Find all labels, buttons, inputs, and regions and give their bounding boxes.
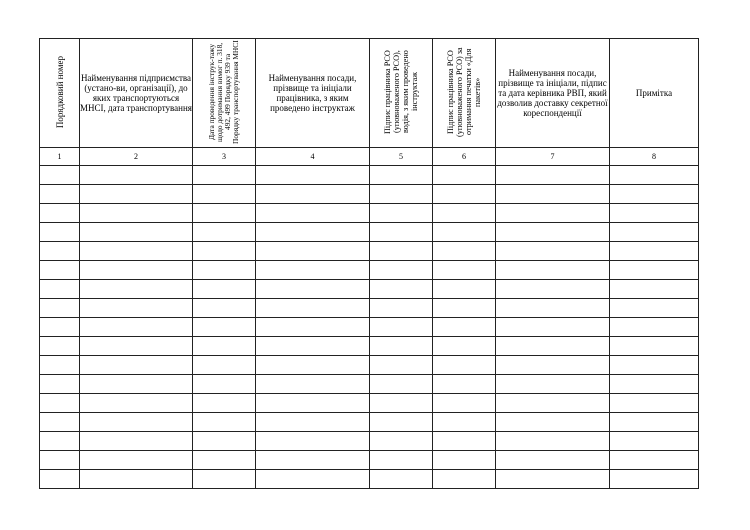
column-number: 2 bbox=[80, 148, 193, 166]
table-cell bbox=[433, 451, 496, 470]
table-row bbox=[40, 470, 699, 489]
table-cell bbox=[80, 413, 193, 432]
table-cell bbox=[433, 204, 496, 223]
table-cell bbox=[256, 242, 370, 261]
table-cell bbox=[370, 451, 433, 470]
table-cell bbox=[40, 185, 80, 204]
column-number: 6 bbox=[433, 148, 496, 166]
table-cell bbox=[496, 280, 610, 299]
table-cell bbox=[256, 432, 370, 451]
table-cell bbox=[80, 242, 193, 261]
header-cell-briefing-date bbox=[193, 39, 256, 148]
table-cell bbox=[193, 451, 256, 470]
table-cell bbox=[256, 337, 370, 356]
column-number: 8 bbox=[610, 148, 699, 166]
table-cell bbox=[370, 356, 433, 375]
table-cell bbox=[193, 337, 256, 356]
table-cell bbox=[433, 280, 496, 299]
header-cell-driver-signature bbox=[370, 39, 433, 148]
table-cell bbox=[80, 356, 193, 375]
header-cell-note bbox=[610, 39, 699, 148]
table-cell bbox=[433, 166, 496, 185]
table-cell bbox=[370, 470, 433, 489]
table-cell bbox=[610, 261, 699, 280]
table-cell bbox=[433, 242, 496, 261]
header-label: Найменування підприємства (устано-ви, організації), до яких транспортуються МНСІ, дата транспортування bbox=[80, 73, 192, 113]
table-cell bbox=[193, 413, 256, 432]
table-cell bbox=[610, 413, 699, 432]
table-cell bbox=[80, 280, 193, 299]
table-row bbox=[40, 166, 699, 185]
table-cell bbox=[496, 451, 610, 470]
table-cell bbox=[80, 318, 193, 337]
table-cell bbox=[80, 432, 193, 451]
table-cell bbox=[256, 223, 370, 242]
table-cell bbox=[80, 299, 193, 318]
table-cell bbox=[256, 394, 370, 413]
table-row bbox=[40, 280, 699, 299]
column-number: 1 bbox=[40, 148, 80, 166]
table-row bbox=[40, 413, 699, 432]
table-cell bbox=[40, 166, 80, 185]
table-cell bbox=[80, 394, 193, 413]
table-cell bbox=[433, 394, 496, 413]
column-number: 4 bbox=[256, 148, 370, 166]
table-cell bbox=[80, 375, 193, 394]
header-label: Примітка bbox=[635, 88, 673, 98]
table-cell bbox=[496, 470, 610, 489]
table-cell bbox=[433, 185, 496, 204]
table-cell bbox=[610, 337, 699, 356]
table-cell bbox=[610, 280, 699, 299]
table-cell bbox=[193, 299, 256, 318]
table-cell bbox=[256, 318, 370, 337]
table-cell bbox=[193, 375, 256, 394]
table-cell bbox=[193, 204, 256, 223]
table-cell bbox=[256, 470, 370, 489]
table-cell bbox=[40, 470, 80, 489]
table-cell bbox=[256, 166, 370, 185]
table-cell bbox=[193, 394, 256, 413]
table-cell bbox=[496, 185, 610, 204]
table-cell bbox=[193, 432, 256, 451]
table-cell bbox=[40, 356, 80, 375]
table-row bbox=[40, 204, 699, 223]
table-cell bbox=[40, 432, 80, 451]
table-cell bbox=[496, 166, 610, 185]
table-cell bbox=[433, 413, 496, 432]
table-cell bbox=[256, 299, 370, 318]
table-cell bbox=[40, 280, 80, 299]
table-cell bbox=[193, 356, 256, 375]
table-cell bbox=[433, 432, 496, 451]
table-cell bbox=[370, 185, 433, 204]
header-label: Дата проведення інструк-тажу щодо дотримання вимог п. 318, 492, 499 Порядку 939 та Порядку транспортування МНСІ bbox=[207, 40, 240, 144]
table-cell bbox=[496, 204, 610, 223]
table-cell bbox=[496, 261, 610, 280]
table-cell bbox=[256, 204, 370, 223]
table-row bbox=[40, 185, 699, 204]
table-cell bbox=[433, 337, 496, 356]
table-cell bbox=[193, 261, 256, 280]
table-cell bbox=[40, 337, 80, 356]
header-cell-seal-signature bbox=[433, 39, 496, 148]
table-row bbox=[40, 394, 699, 413]
table-cell bbox=[370, 413, 433, 432]
table-cell bbox=[610, 394, 699, 413]
table-cell bbox=[370, 337, 433, 356]
table-row bbox=[40, 375, 699, 394]
table-cell bbox=[433, 356, 496, 375]
table-cell bbox=[40, 223, 80, 242]
table-cell bbox=[256, 356, 370, 375]
header-cell-enterprise bbox=[80, 39, 193, 148]
table-row bbox=[40, 356, 699, 375]
table-cell bbox=[80, 204, 193, 223]
table-cell bbox=[193, 223, 256, 242]
table-cell bbox=[256, 280, 370, 299]
table-cell bbox=[40, 375, 80, 394]
table-cell bbox=[256, 413, 370, 432]
table-cell bbox=[370, 223, 433, 242]
header-label: Підпис працівника РСО (уповноваженого РСО), водія, з яким проведено інструктаж bbox=[383, 50, 419, 134]
table-cell bbox=[40, 204, 80, 223]
table-cell bbox=[370, 318, 433, 337]
table-cell bbox=[496, 242, 610, 261]
table-cell bbox=[80, 185, 193, 204]
header-cell-employee bbox=[256, 39, 370, 148]
header-cell-sequence-number bbox=[40, 39, 80, 148]
table-cell bbox=[610, 166, 699, 185]
table-cell bbox=[370, 280, 433, 299]
table-cell bbox=[370, 242, 433, 261]
table-cell bbox=[496, 337, 610, 356]
table-cell bbox=[496, 223, 610, 242]
table-cell bbox=[610, 432, 699, 451]
table-row bbox=[40, 223, 699, 242]
table-cell bbox=[433, 299, 496, 318]
table-cell bbox=[610, 375, 699, 394]
table-cell bbox=[40, 261, 80, 280]
header-label: Найменування посади, прізвище та ініціали, підпис та дата керівника РВП, який дозволив доставку секретної кореспонденції bbox=[497, 68, 608, 118]
table-cell bbox=[496, 375, 610, 394]
table-row bbox=[40, 432, 699, 451]
column-number-row bbox=[40, 148, 699, 166]
table-cell bbox=[433, 470, 496, 489]
table-cell bbox=[610, 242, 699, 261]
table-cell bbox=[80, 470, 193, 489]
table-cell bbox=[433, 375, 496, 394]
table-cell bbox=[370, 432, 433, 451]
table-cell bbox=[193, 185, 256, 204]
table-cell bbox=[193, 280, 256, 299]
table-cell bbox=[40, 299, 80, 318]
table-row bbox=[40, 337, 699, 356]
column-number: 3 bbox=[193, 148, 256, 166]
table-cell bbox=[496, 299, 610, 318]
table-cell bbox=[80, 261, 193, 280]
header-row bbox=[40, 39, 699, 148]
table-cell bbox=[370, 166, 433, 185]
table-cell bbox=[40, 413, 80, 432]
header-cell-manager-approval bbox=[496, 39, 610, 148]
table-cell bbox=[370, 299, 433, 318]
table-cell bbox=[80, 223, 193, 242]
table-cell bbox=[370, 394, 433, 413]
table-cell bbox=[256, 261, 370, 280]
header-label: Найменування посади, прізвище та ініціали працівника, з яким проведено інструктаж bbox=[268, 73, 357, 113]
table-cell bbox=[256, 185, 370, 204]
header-label: Порядковий номер bbox=[54, 55, 65, 129]
column-number: 7 bbox=[496, 148, 610, 166]
table-cell bbox=[496, 394, 610, 413]
table-cell bbox=[370, 204, 433, 223]
table-cell bbox=[433, 318, 496, 337]
table-cell bbox=[610, 223, 699, 242]
journal-table bbox=[39, 38, 699, 489]
table-cell bbox=[193, 166, 256, 185]
table-row bbox=[40, 261, 699, 280]
table-row bbox=[40, 451, 699, 470]
table-cell bbox=[610, 204, 699, 223]
table-cell bbox=[433, 261, 496, 280]
table-cell bbox=[40, 394, 80, 413]
table-cell bbox=[370, 261, 433, 280]
table-cell bbox=[40, 318, 80, 337]
table-cell bbox=[193, 242, 256, 261]
table-row bbox=[40, 318, 699, 337]
table-row bbox=[40, 242, 699, 261]
table-cell bbox=[610, 185, 699, 204]
table-cell bbox=[610, 356, 699, 375]
table-cell bbox=[193, 470, 256, 489]
table-cell bbox=[496, 413, 610, 432]
table-cell bbox=[610, 318, 699, 337]
table-cell bbox=[256, 451, 370, 470]
table-cell bbox=[80, 166, 193, 185]
table-cell bbox=[610, 451, 699, 470]
column-number: 5 bbox=[370, 148, 433, 166]
header-label: Підпис працівника РСО (уповноваженого РСО) за отримання печатки «Для пакетів» bbox=[446, 47, 482, 137]
table-cell bbox=[256, 375, 370, 394]
table-cell bbox=[40, 242, 80, 261]
table-cell bbox=[496, 432, 610, 451]
table-cell bbox=[496, 356, 610, 375]
table-cell bbox=[433, 223, 496, 242]
table-cell bbox=[40, 451, 80, 470]
table-cell bbox=[370, 375, 433, 394]
table-cell bbox=[610, 470, 699, 489]
table-cell bbox=[193, 318, 256, 337]
table-cell bbox=[496, 318, 610, 337]
table-row bbox=[40, 299, 699, 318]
table-cell bbox=[80, 337, 193, 356]
table-cell bbox=[80, 451, 193, 470]
table-cell bbox=[610, 299, 699, 318]
